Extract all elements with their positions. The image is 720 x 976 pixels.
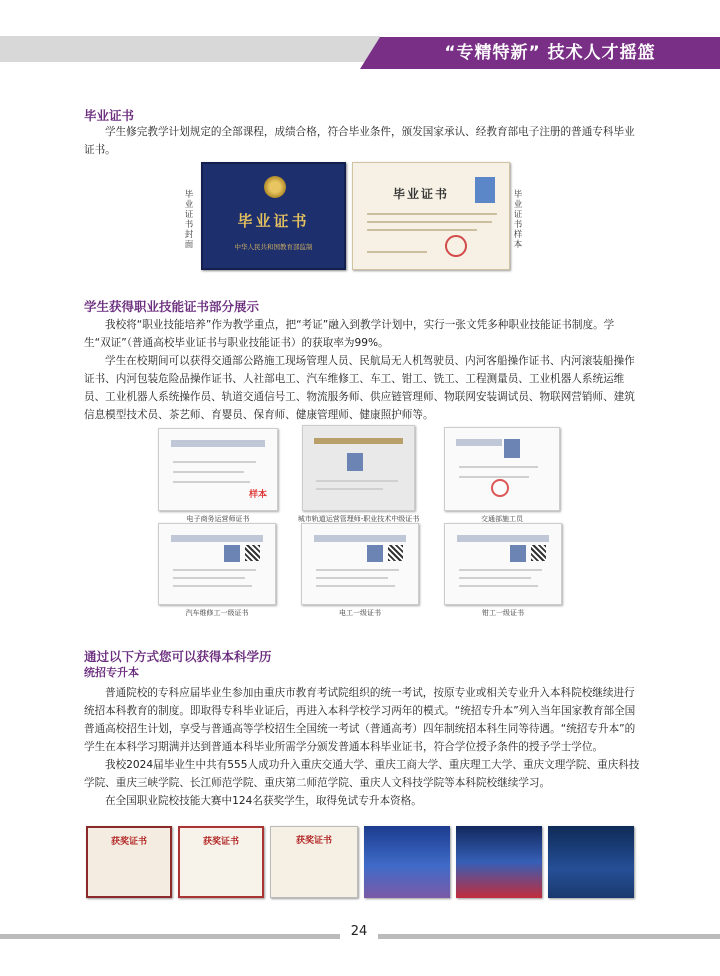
section-paragraphs-certificates [84, 316, 640, 424]
photo [504, 439, 520, 457]
section-title-bachelor: 通过以下方式您可以获得本科学历 [84, 649, 272, 664]
cover-title: 毕业证书 [237, 212, 310, 230]
qr-code-icon [531, 545, 546, 561]
qr-code-icon [388, 545, 403, 561]
diploma-sample-image [352, 162, 510, 270]
competition-stage-photo [456, 826, 542, 898]
photo [347, 453, 363, 471]
certificate-auto-repair [158, 523, 276, 605]
paragraph: 学生在校期间可以获得交通部公路施工现场管理人员、民航局无人机驾驶员、内河客船操作证书、内河滚装船操作证书、内河包装危险品操作证书、人社部电工、汽车维修工、车工、钳工、铣工、工程测量员、工业机器人系统运维员、工业机器人系统操作员、轨道交通信号工、物流服务师、供应链管理师、物联网安装调试员、物联网营销师、建筑信息模型技术员、茶艺师、育婴员、保育师、健康管理师、健康照护师等。 [84, 355, 635, 421]
red-seal-icon [491, 479, 509, 497]
certificate-fitter [444, 523, 562, 605]
caption: 汽车维修工一级证书 [185, 609, 249, 617]
cover-side-label: 毕业证书封面 [184, 190, 194, 250]
cover-subtitle: 中华人民共和国教育部监制 [234, 243, 313, 251]
certificate-construction [444, 427, 560, 511]
certificate-rail-transit [302, 425, 415, 511]
header-gray-band [0, 36, 380, 62]
certificate-electrician [301, 523, 419, 605]
section-paragraphs-diploma [84, 123, 640, 159]
paragraph: 我校2024届毕业生中共有555人成功升入重庆交通大学、重庆工商大学、重庆理工大学、重庆文理学院、重庆科技学院、重庆三峡学院、长江师范学院、重庆第二师范学院、重庆人文科技学院等本科院校继续学习。 [84, 759, 640, 789]
page-number: 24 [350, 924, 368, 939]
caption: 电工一级证书 [339, 609, 381, 617]
section-title-diploma: 毕业证书 [84, 108, 135, 123]
caption: 电子商务运营师证书 [186, 515, 250, 523]
paragraph: 普通院校的专科应届毕业生参加由重庆市教育考试院组织的统一考试，按原专业或相关专业升入本科院校继续进行统招本科教育的制度。即取得专科毕业证后，再进入本科学校学习两年的模式。“统招专升本”列入当年国家教育部全国普通高校招生计划，享受与普通高等学校招生全国统一考试（普通高考）四年制统招本科生同等待遇。“统招专升本”的学生在本科学习期满并达到普通本科毕业所需学分颁发普通本科毕业证书，符合学位授予条件的授予学士学位。 [84, 687, 636, 753]
competition-team-photo [548, 826, 634, 898]
section-title-certificates: 学生获得职业技能证书部分展示 [84, 299, 260, 314]
diploma-cover-image [201, 162, 346, 270]
award-title: 获奖证书 [295, 836, 332, 846]
qr-code-icon [245, 545, 260, 561]
student-photo [475, 177, 495, 203]
caption: 交通部施工员 [481, 515, 523, 523]
section-paragraphs-bachelor [84, 684, 640, 810]
red-seal-icon [445, 235, 467, 257]
paragraph: 我校将“职业技能培养”作为教学重点，把“考证”融入到教学计划中，实行一张文凭多种职业技能证书制度。学生“双证”（普通高校毕业证书与职业技能证书）的获取率为99%。 [84, 319, 615, 349]
award-certificate-photo [86, 826, 172, 898]
sample-stamp: 样本 [248, 490, 267, 500]
national-emblem-icon [264, 176, 286, 198]
award-certificate-photo [270, 826, 358, 898]
sample-title: 毕业证书 [393, 187, 450, 201]
caption: 钳工一级证书 [482, 609, 524, 617]
photo [224, 545, 240, 563]
award-title: 获奖证书 [110, 837, 147, 847]
award-certificate-photo [178, 826, 264, 898]
paragraph: 在全国职业院校技能大赛中124名获奖学生，取得免试专升本资格。 [105, 795, 422, 807]
sample-side-label: 毕业证书样本 [513, 190, 523, 250]
competition-stage-photo [364, 826, 450, 898]
photo [367, 545, 383, 563]
photo [510, 545, 526, 563]
caption: 城市轨道运营管理师-职业技术中级证书 [297, 515, 420, 523]
award-title: 获奖证书 [202, 837, 239, 847]
section-subtitle: 统招专升本 [84, 666, 139, 679]
certificate-ecommerce [158, 428, 278, 511]
header-title: “专精特新” 技术人才摇篮 [444, 43, 656, 63]
paragraph: 学生修完教学计划规定的全部课程，成绩合格，符合毕业条件，颁发国家承认、经教育部电子注册的普通专科毕业证书。 [84, 126, 635, 156]
